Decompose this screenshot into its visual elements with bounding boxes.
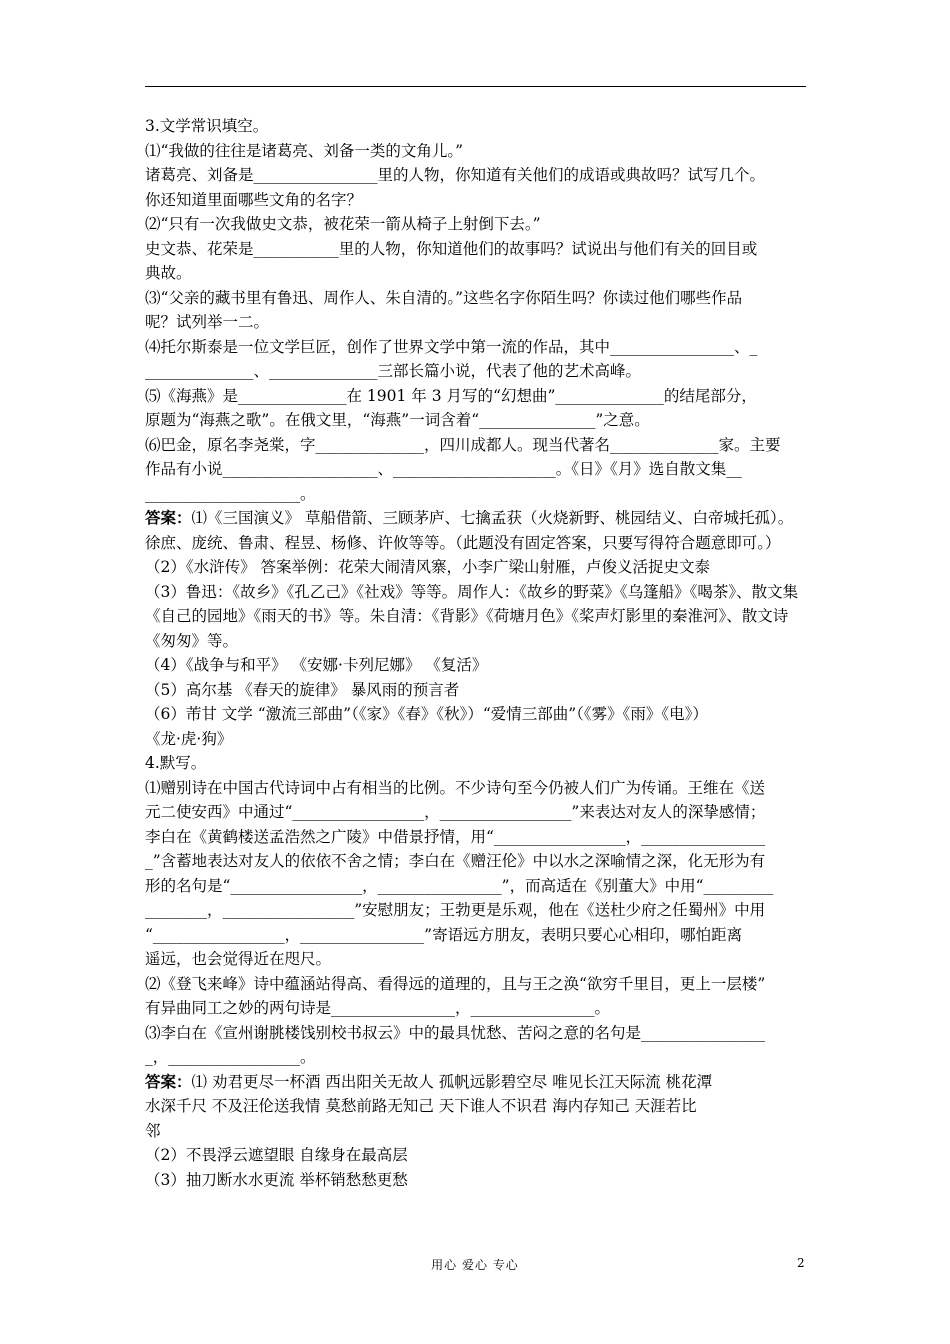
text-line: ________，_________________”安慰朋友；王勃更是乐观，他在《送杜少府之任蜀州》中用 (145, 901, 766, 919)
text-line: “_________________，________________”寄语远方朋友，表明只要心心相印，哪怕距离 (145, 925, 743, 944)
text-line: ⑴“我做的往往是诸葛亮、刘备一类的文角儿。” (145, 141, 464, 160)
answer-3-first-line (145, 506, 813, 531)
text-line: 典故。 (145, 264, 192, 282)
text-line: _”含蓄地表达对友人的依依不舍之情；李白在《赠汪伦》中以水之深喻情之深，化无形为有 (145, 852, 766, 870)
page-body (145, 114, 813, 1192)
answer-3-text: ⑴《三国演义》 草船借箭、三顾茅庐、七擒孟获（火烧新野、桃园结义、白帝城托孤）。 (191, 509, 794, 527)
text-line: 元二使安西》中通过“_________________，_________________”来表达对友人的深挚感情； (145, 803, 766, 821)
text-line: ______________、______________三部长篇小说，代表了他的艺术高峰。 (145, 362, 642, 380)
text-line: （6）芾甘 文学 “激流三部曲”（《家》《春》《秋》）“爱情三部曲”（《雾》《雨》《电》） (145, 705, 708, 723)
header-rule (145, 86, 806, 87)
text-line: 你还知道里面哪些文角的名字？ (145, 190, 363, 209)
text-line: 李白在《黄鹤楼送孟浩然之广陵》中借景抒情，用“_________________，________________ (145, 827, 766, 846)
text-line: 史文恭、花荣是___________里的人物，你知道他们的故事吗？试说出与他们有关的回目或 (145, 239, 758, 258)
answer-label: 答案： (145, 508, 192, 527)
text-line: （2）不畏浮云遮望眼 自缘身在最高层 (145, 1146, 408, 1164)
text-line: 《匆匆》等。 (145, 631, 239, 650)
section-3-title: 3.文学常识填空。 (145, 117, 269, 135)
text-line: ⑶“父亲的藏书里有鲁迅、周作人、朱自清的。”这些名字你陌生吗？你读过他们哪些作品 (145, 288, 743, 307)
text-line: ⑴赠别诗在中国古代诗词中占有相当的比例。不少诗句至今仍被人们广为传诵。王维在《送 (145, 778, 766, 797)
text-line: （5）高尔基 《春天的旋律》 暴风雨的预言者 (145, 680, 460, 699)
text-line: 作品有小说____________________、_____________________。《日》《月》选自散文集__ (145, 460, 742, 478)
text-line: 徐庶、庞统、鲁肃、程昱、杨修、许攸等等。（此题没有固定答案，只要写得符合题意即可。） (145, 533, 781, 552)
text-line: ⑷托尔斯泰是一位文学巨匠，创作了世界文学中第一流的作品，其中________________、_ (145, 337, 758, 356)
answer-3-lines (145, 531, 813, 752)
text-line: 诸葛亮、刘备是________________里的人物，你知道有关他们的成语或典故吗？试写几个。 (145, 166, 766, 184)
text-line: 形的名句是“_________________，________________”，而高适在《别董大》中用“_________ (145, 876, 774, 895)
text-line: 水深千尺 不及汪伦送我情 莫愁前路无知己 天下谁人不识君 海内存知己 天涯若比 (145, 1097, 697, 1115)
text-line: ____________________。 (145, 484, 316, 503)
answer-4-text: ⑴ 劝君更尽一杯酒 西出阳关无故人 孤帆远影碧空尽 唯见长江天际流 桃花潭 (191, 1072, 713, 1091)
text-line: 遥远，也会觉得近在咫尺。 (145, 950, 332, 968)
text-line: ⑹巴金，原名李尧棠，字______________，四川成都人。现当代著名______________家。主要 (145, 435, 781, 454)
answer-4-first-line (145, 1070, 813, 1095)
text-line: （3）鲁迅：《故乡》《孔乙己》《社戏》等等。周作人：《故乡的野菜》《乌篷船》《喝茶》、散文集 (145, 582, 799, 601)
text-line: （3）抽刀断水水更流 举杯销愁愁更愁 (145, 1170, 408, 1189)
text-line: ⑵“只有一次我做史文恭，被花荣一箭从椅子上射倒下去。” (145, 215, 541, 233)
text-line: 邻 (145, 1121, 161, 1140)
text-line: 原题为“海燕之歌”。在俄文里，“海燕”一词含着“_______________”之意。 (145, 411, 650, 429)
section-3-lines (145, 139, 813, 507)
text-line: ⑸《海燕》是______________在 1901 年 3 月写的“幻想曲”______________的结尾部分， (145, 386, 757, 405)
page-number: 2 (797, 1256, 805, 1270)
text-line: （4）《战争与和平》 《安娜·卡列尼娜》 《复活》 (145, 656, 488, 674)
text-line: 呢？试列举一二。 (145, 313, 270, 331)
section-4-title: 4.默写。 (145, 754, 207, 772)
footer-motto: 用心 爱心 专心 (431, 1258, 519, 1272)
text-line: 《自己的园地》《雨天的书》等。朱自清：《背影》《荷塘月色》《桨声灯影里的秦淮河》、散文诗 (145, 607, 789, 625)
text-line: _，_________________。 (145, 1048, 316, 1066)
text-line: ⑶李白在《宣州谢朓楼饯别校书叔云》中的最具忧愁、苦闷之意的名句是________________ (145, 1023, 766, 1042)
text-line: 《龙·虎·狗》 (145, 729, 233, 748)
text-line: （2）《水浒传》 答案举例：花荣大闹清风寨，小李广梁山射雁，卢俊义活捉史文泰 (145, 558, 711, 576)
text-line: ⑵《登飞来峰》诗中蕴涵站得高、看得远的道理的，且与王之涣“欲穷千里目，更上一层楼” (145, 974, 766, 993)
answer-label: 答案： (145, 1071, 192, 1091)
section-4-lines (145, 776, 813, 1070)
text-line: 有异曲同工之妙的两句诗是________________，________________。 (145, 999, 611, 1017)
answer-4-lines (145, 1094, 813, 1192)
